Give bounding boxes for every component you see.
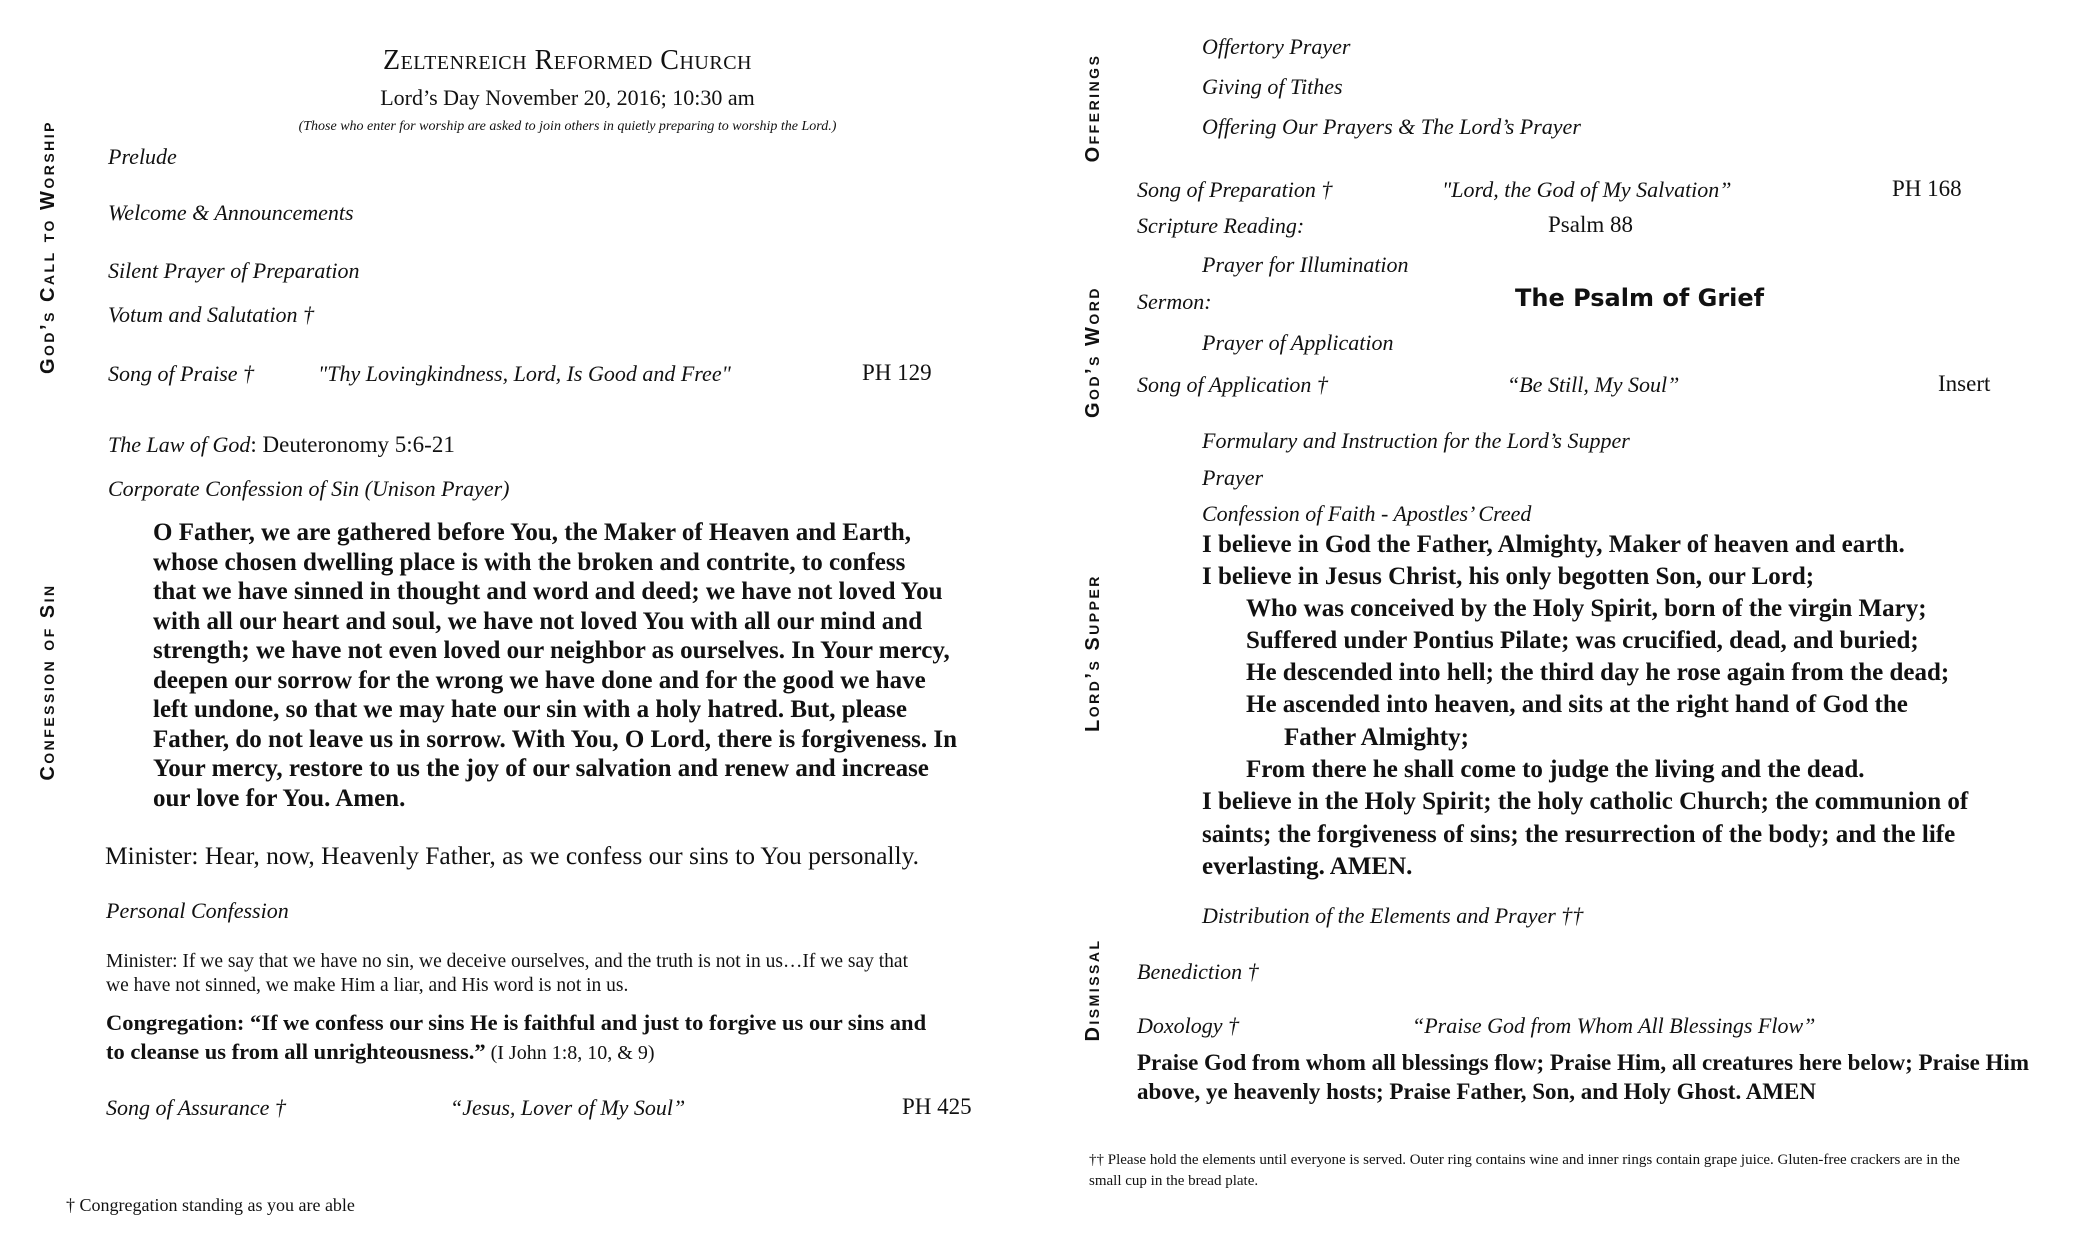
section-label-offerings: Offerings: [1082, 53, 1104, 163]
footnote-elements-line-1: †† Please hold the elements until everyone is served. Outer ring contains wine and inner rings contain grape juice. Gluten-free crackers are in the: [1089, 1152, 1960, 1168]
creed-line: I believe in Jesus Christ, his only begotten Son, our Lord;: [1202, 563, 1815, 590]
welcome-announcements: Welcome & Announcements: [108, 200, 354, 225]
song-of-praise-number: PH 129: [862, 360, 932, 385]
creed-line: everlasting. AMEN.: [1202, 853, 1413, 880]
creed-line: I believe in the Holy Spirit; the holy catholic Church; the communion of: [1202, 788, 1969, 815]
service-date: Lord’s Day November 20, 2016; 10:30 am: [380, 85, 755, 110]
benediction: Benediction †: [1137, 959, 1259, 984]
section-label-lords-supper: Lord’s Supper: [1082, 574, 1104, 732]
supper-prayer: Prayer: [1202, 465, 1264, 490]
giving-of-tithes: Giving of Tithes: [1202, 74, 1343, 99]
congregation-response: to cleanse us from all unrighteousness.”: [106, 1039, 486, 1064]
creed-line: Father Almighty;: [1284, 724, 1469, 751]
corporate-confession: Corporate Confession of Sin (Unison Prayer): [108, 476, 510, 501]
minister-call: Minister: Hear, now, Heavenly Father, as we confess our sins to You personally.: [105, 841, 920, 870]
church-name: Zeltenreich Reformed Church: [382, 45, 752, 76]
silent-prayer: Silent Prayer of Preparation: [108, 258, 360, 283]
section-label-confession-of-sin: Confession of Sin: [37, 583, 59, 781]
prayer-of-application: Prayer of Application: [1202, 330, 1394, 355]
song-of-preparation-label: Song of Preparation †: [1137, 177, 1333, 202]
song-of-praise-label: Song of Praise †: [108, 361, 255, 386]
song-of-application-title: “Be Still, My Soul”: [1507, 372, 1680, 397]
song-of-praise-title: "Thy Lovingkindness, Lord, Is Good and Free": [318, 361, 731, 386]
song-of-assurance-label: Song of Assurance †: [106, 1095, 286, 1120]
sermon-title: The Psalm of Grief: [1515, 284, 1765, 312]
scripture-reference: Psalm 88: [1548, 212, 1633, 237]
creed-line: He descended into hell; the third day he rose again from the dead;: [1246, 659, 1950, 686]
song-of-preparation-number: PH 168: [1892, 176, 1962, 201]
prayer-line: O Father, we are gathered before You, the Maker of Heaven and Earth,: [153, 519, 912, 546]
distribution-of-elements: Distribution of the Elements and Prayer ††: [1202, 903, 1584, 928]
prayer-line: left undone, so that we may hate our sin with a holy hatred. But, please: [153, 696, 907, 723]
law-of-god: [108, 432, 455, 458]
worship-note: (Those who enter for worship are asked to join others in quietly preparing to worship the Lord.): [298, 119, 837, 134]
confession-prayer: [153, 518, 1053, 813]
scripture-reading-label: Scripture Reading:: [1137, 213, 1305, 238]
song-of-application-label: Song of Application †: [1137, 372, 1328, 397]
doxology-label: Doxology †: [1137, 1013, 1240, 1038]
personal-confession: Personal Confession: [106, 898, 289, 923]
congregation-line-2: [106, 1039, 655, 1065]
minister-line-2: we have not sinned, we make Him a liar, and His word is not in us.: [106, 975, 629, 996]
prayer-for-illumination: Prayer for Illumination: [1202, 252, 1409, 277]
prelude: Prelude: [108, 144, 177, 169]
minister-line-1: Minister: If we say that we have no sin, we deceive ourselves, and the truth is not in us…If we say that: [106, 951, 909, 972]
prayer-line: Father, do not leave us in sorrow. With You, O Lord, there is forgiveness. In: [153, 725, 957, 753]
section-label-call-to-worship: God’s Call to Worship: [37, 119, 59, 375]
prayer-line: Your mercy, restore to us the joy of our salvation and renew and increase: [153, 755, 929, 782]
section-label-gods-word: God’s Word: [1082, 286, 1104, 418]
creed-line: Who was conceived by the Holy Spirit, born of the virgin Mary;: [1246, 595, 1927, 622]
footnote-standing: † Congregation standing as you are able: [66, 1195, 355, 1215]
song-of-assurance-number: PH 425: [902, 1094, 972, 1119]
creed-line: saints; the forgiveness of sins; the resurrection of the body; and the life: [1202, 821, 1956, 848]
prayer-line: strength; we have not even loved our neighbor as ourselves. In Your mercy,: [153, 637, 950, 664]
prayer-line: whose chosen dwelling place is with the broken and contrite, to confess: [153, 548, 906, 576]
creed-line: Suffered under Pontius Pilate; was crucified, dead, and buried;: [1246, 627, 1919, 654]
doxology-title: “Praise God from Whom All Blessings Flow”: [1412, 1013, 1816, 1038]
offertory-prayer: Offertory Prayer: [1202, 34, 1351, 59]
prayer-line: that we have sinned in thought and word and deed; we have not loved You: [153, 578, 943, 605]
song-of-preparation-title: "Lord, the God of My Salvation”: [1442, 177, 1732, 202]
song-of-application-number: Insert: [1938, 371, 1991, 396]
footnote-elements-line-2: small cup in the bread plate.: [1089, 1173, 1259, 1189]
section-label-dismissal: Dismissal: [1082, 938, 1104, 1042]
offering-prayers: Offering Our Prayers & The Lord’s Prayer: [1202, 114, 1581, 139]
doxology-line-2: above, ye heavenly hosts; Praise Father, Son, and Holy Ghost. AMEN: [1137, 1079, 1816, 1104]
song-of-assurance-title: “Jesus, Lover of My Soul”: [450, 1095, 686, 1120]
doxology-line-1: Praise God from whom all blessings flow; Praise Him, all creatures here below; Praise Him: [1137, 1050, 2029, 1075]
creed-line: He ascended into heaven, and sits at the right hand of God the: [1246, 691, 1908, 718]
prayer-line: with all our heart and soul, we have not loved You with all our mind and: [153, 607, 923, 635]
creed-line: I believe in God the Father, Almighty, Maker of heaven and earth.: [1202, 531, 1905, 558]
congregation-line-1: Congregation: “If we confess our sins He is faithful and just to forgive us our sins and: [106, 1010, 927, 1035]
prayer-line: deepen our sorrow for the wrong we have done and for the good we have: [153, 666, 926, 694]
formulary: Formulary and Instruction for the Lord’s Supper: [1202, 428, 1630, 453]
law-of-god-label: The Law of God: [108, 432, 251, 457]
congregation-reference: (I John 1:8, 10, & 9): [485, 1042, 655, 1064]
prayer-line: our love for You. Amen.: [153, 784, 406, 812]
confession-of-faith: Confession of Faith - Apostles’ Creed: [1202, 501, 1532, 526]
sermon-label: Sermon:: [1137, 289, 1212, 314]
law-of-god-reference: : Deuteronomy 5:6-21: [250, 432, 455, 457]
creed-line: From there he shall come to judge the living and the dead.: [1246, 756, 1865, 783]
votum-salutation: Votum and Salutation †: [108, 302, 314, 327]
